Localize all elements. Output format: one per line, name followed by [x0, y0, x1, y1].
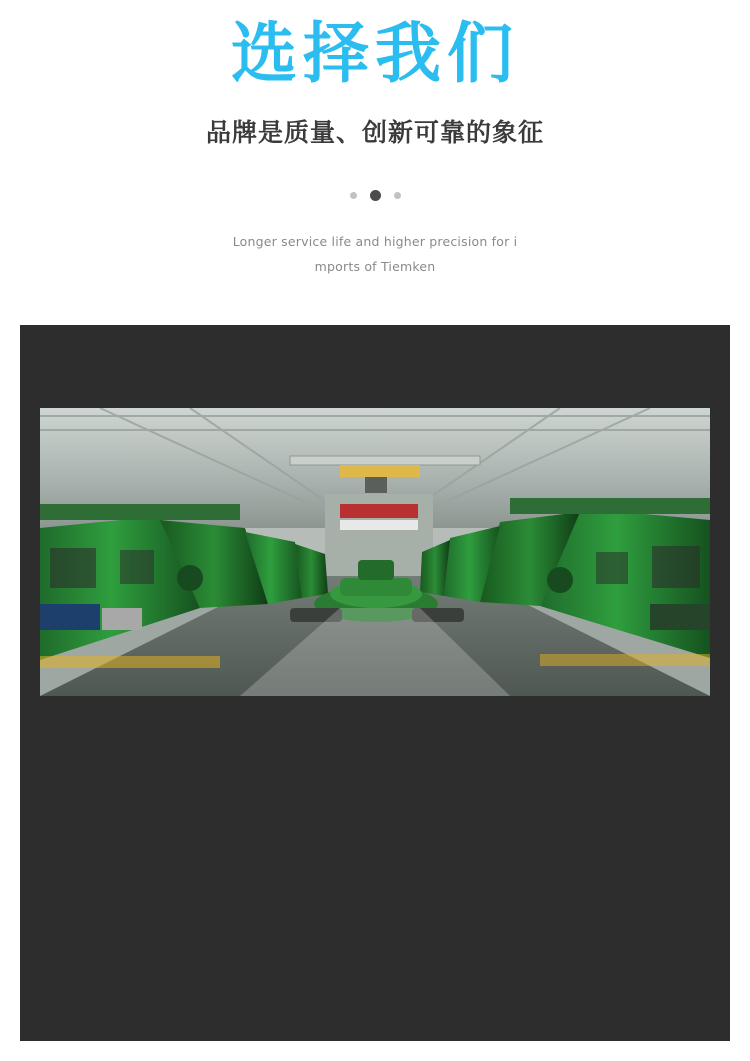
english-caption-line-1: Longer service life and higher precision for i [232, 233, 518, 249]
page-subtitle: 品牌是质量、创新可靠的象征 [205, 117, 544, 147]
hero-section [0, 0, 750, 149]
factory-photo [40, 408, 710, 696]
factory-photo-illustration [40, 408, 710, 696]
carousel-dot-3[interactable] [394, 192, 401, 199]
english-caption-line-2: mports of Tiemken [314, 258, 436, 274]
carousel-dot-2-active[interactable] [370, 190, 381, 201]
carousel-dot-1[interactable] [350, 192, 357, 199]
carousel-dots[interactable] [0, 189, 750, 203]
english-caption [225, 229, 525, 279]
page-title: 选择我们 [231, 15, 519, 92]
